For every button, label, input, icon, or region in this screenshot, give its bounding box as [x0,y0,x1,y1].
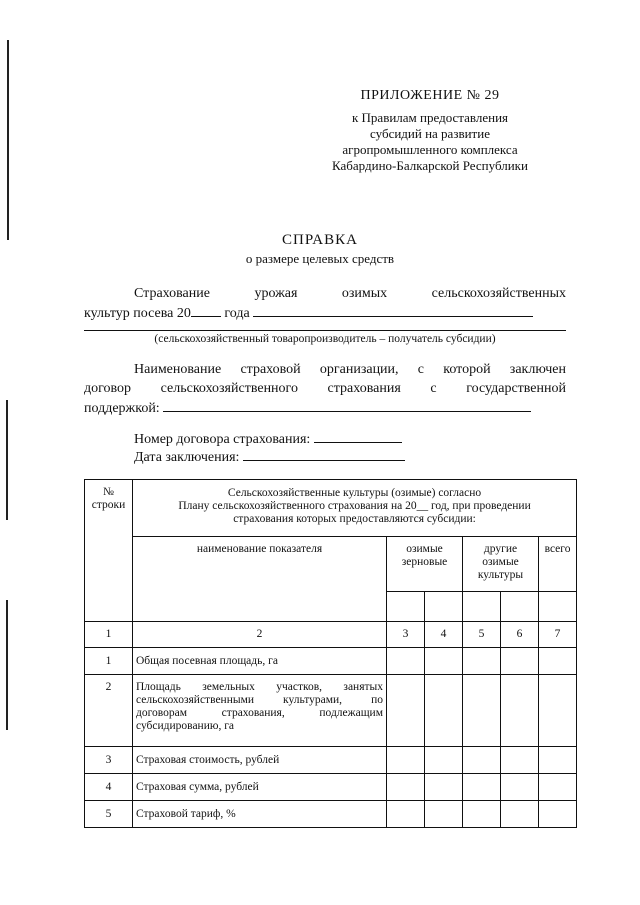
table-row [85,675,577,747]
row-label: Страховая стоимость, рублей [133,747,387,774]
farmer-blank[interactable] [253,303,533,317]
contract-date-label: Дата заключения: [134,450,240,465]
header-group-line: Сельскохозяйственные культуры (озимые) согласно [227,487,482,499]
table-cell[interactable] [387,801,425,828]
contract-number-label: Номер договора страхования: [134,432,311,447]
table-cell[interactable] [463,774,501,801]
table-cell[interactable] [539,774,577,801]
intro-prefix: культур посева 20 [84,306,191,321]
table-row [85,774,577,801]
insurer-label: поддержкой: [84,401,160,416]
table-cell[interactable] [463,801,501,828]
subsidy-table [84,479,577,828]
appendix-line: Кабардино-Балкарской Республики [332,158,528,173]
scan-mark [6,600,8,730]
table-cell[interactable] [501,648,539,675]
table-cell[interactable] [425,747,463,774]
table-cell[interactable] [463,747,501,774]
column-number: 3 [387,622,425,648]
contract-number-line [134,429,402,449]
table-cell[interactable] [425,648,463,675]
table-cell[interactable] [539,675,577,747]
row-label: Площадь земельных участков, занятых сельскохозяйственными культурами, по договорам страхования, подлежащим субсидированию, га [133,675,387,747]
row-number: 3 [85,747,133,774]
row-number: 5 [85,801,133,828]
scan-mark [6,400,8,520]
column-number: 4 [425,622,463,648]
insurer-line-3 [84,398,566,418]
header-group-line: страхования которых предоставляются субсидии: [233,513,476,525]
contract-date-line [134,447,405,467]
header-row-number [85,480,133,622]
table-cell[interactable] [463,675,501,747]
table-cell[interactable] [387,675,425,747]
header-indicator: наименование показателя [133,537,387,622]
table-cell[interactable] [387,747,425,774]
header-winter-grain: озимые зерновые [387,537,463,592]
intro-line-1 [134,285,566,303]
subtitle-text: о размере целевых средств [245,251,395,266]
table-cell[interactable] [425,801,463,828]
row-label: Страховая сумма, рублей [133,774,387,801]
appendix-line: субсидий на развитие [370,126,490,141]
intro-line-2 [84,303,566,323]
header-row-number-text: № строки [91,486,126,511]
table-cell[interactable] [501,801,539,828]
column-number: 2 [133,622,387,648]
table-cell[interactable] [425,675,463,747]
appendix-line: к Правилам предоставления [351,110,509,125]
header-total: всего [539,537,577,592]
table-cell[interactable] [463,648,501,675]
insurer-line-1: Наименование страховой организации, с которой заключен [134,362,566,377]
header-group [133,480,577,537]
table-row [85,801,577,828]
column-number: 6 [501,622,539,648]
column-number: 5 [463,622,501,648]
insurer-blank[interactable] [163,398,531,412]
table-row [85,648,577,675]
intro-word: урожая [254,286,298,301]
table-cell[interactable] [501,774,539,801]
appendix-number: ПРИЛОЖЕНИЕ № 29 [360,88,500,103]
row-label: Страховой тариф, % [133,801,387,828]
table-cell[interactable] [501,747,539,774]
header-other-winter: другие озимые культуры [463,537,539,592]
table-cell[interactable] [387,648,425,675]
row-number: 4 [85,774,133,801]
header-subcol [539,592,577,622]
table-row [85,747,577,774]
table-cell[interactable] [539,648,577,675]
row-label: Общая посевная площадь, га [133,648,387,675]
contract-date-blank[interactable] [243,447,405,461]
table-cell[interactable] [387,774,425,801]
intro-word: сельскохозяйственных [431,286,566,301]
year-blank[interactable] [191,303,221,317]
title-text: СПРАВКА [282,232,358,248]
intro-word: озимых [341,286,388,301]
recipient-caption: (сельскохозяйственный товаропроизводитель – получатель субсидии) [154,333,496,345]
table-cell[interactable] [501,675,539,747]
header-subcol [463,592,501,622]
table-cell[interactable] [539,801,577,828]
table-cell[interactable] [425,774,463,801]
appendix-block [300,88,560,174]
column-number: 1 [85,622,133,648]
header-group-line: Плану сельскохозяйственного страхования на 20__ год, при проведении [178,500,531,512]
intro-word: Страхование [134,286,210,301]
document-title [0,232,640,267]
appendix-line: агропромышленного комплекса [342,142,518,157]
scan-mark [7,40,9,240]
insurer-line-2: договор сельскохозяйственного страхования с государственной [84,381,566,396]
row-number: 1 [85,648,133,675]
header-subcol [425,592,463,622]
header-subcol [387,592,425,622]
column-number: 7 [539,622,577,648]
intro-mid: года [224,306,250,321]
contract-number-blank[interactable] [314,429,402,443]
header-subcol [501,592,539,622]
divider-line [84,330,566,331]
row-number: 2 [85,675,133,747]
table-cell[interactable] [539,747,577,774]
